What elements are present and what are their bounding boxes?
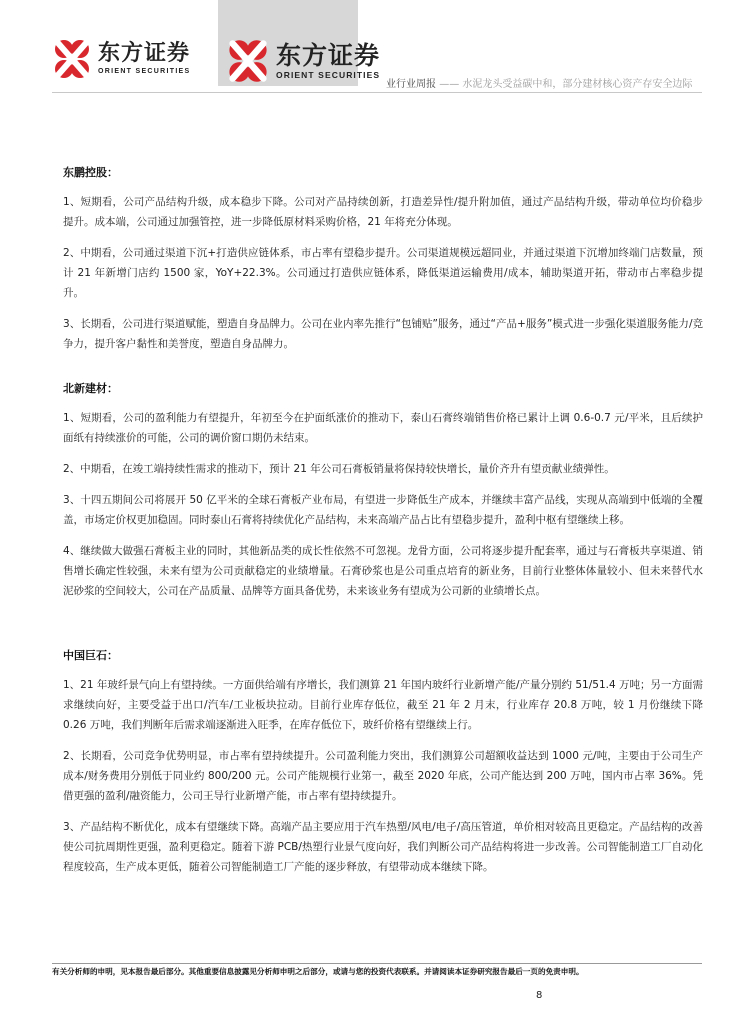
logo-mark-icon [52, 38, 92, 80]
header-divider [52, 92, 702, 93]
paragraph: 3、产品结构不断优化，成本有望继续下降。高端产品主要应用于汽车热塑/风电/电子/高压管道，单价相对较高且更稳定。产品结构的改善使公司抗周期性更强，盈利更稳定。随着下游 PCB/热塑行业景气度向好，我们判断公司产品结构将进一步改善。公司智能制造工厂自动化程度较高，生产成本更低，随着公司智能制造工厂产能的逐步释放，有望带动成本继续下降。 [63, 821, 703, 873]
logo-text-en: ORIENT SECURITIES [98, 68, 191, 75]
footer-divider [52, 963, 702, 964]
paragraph: 2、长期看，公司竞争优势明显，市占率有望持续提升。公司盈利能力突出，我们测算公司超额收益达到 1000 元/吨，主要由于公司生产成本/财务费用分别低于同业约 800/200 元。公司产能规模行业第一，截至 2020 年底，公司产能达到 200 万吨，国内市占率 36%。凭借更强的盈利/融资能力，公司王导行业新增产能，市占率有望持续提升。 [63, 750, 703, 802]
section-title: 东鹏控股： [63, 166, 118, 179]
paragraph: 1、短期看，公司产品结构升级，成本稳步下降。公司对产品持续创新，打造差异性/提升附加值，通过产品结构升级，带动单位均价稳步提升。成本端，公司通过加强管控，进一步降低原材料采购价格，21 年将充分体现。 [63, 196, 703, 228]
section-title: 中国巨石： [63, 649, 118, 662]
page-number: 8 [536, 990, 543, 1001]
section-title: 北新建材： [63, 382, 118, 395]
logo-text-cn: 东方证券 [98, 41, 191, 66]
paragraph: 4、继续做大做强石膏板主业的同时，其他新品类的成长性依然不可忽视。龙骨方面，公司将逐步提升配套率，通过与石膏板共享渠道、销售增长确定性较强，未来有望为公司贡献稳定的业绩增量。石膏砂浆也是公司重点培育的新业务，目前行业整体体量较小、但未来替代水泥砂浆的空间较大，公司在产品质量、品牌等方面具备优势，未来该业务有望成为公司新的业绩增长点。 [63, 545, 703, 597]
section-dongpeng [63, 164, 703, 354]
report-header-title [386, 75, 692, 90]
paragraph: 1、21 年玻纤景气向上有望持续。一方面供给端有序增长，我们测算 21 年国内玻纤行业新增产能/产量分别约 51/51.4 万吨；另一方面需求继续向好，主要受益于出口/汽车/工业板块拉动。目前行业库存低位，截至 21 年 2 月末，行业库存 20.8 万吨，较 1 月份继续下降 0.26 万吨，我们判断年后需求端逐渐进入旺季，在库存低位下，玻纤价格有望继续上行。 [63, 679, 703, 731]
section-jushi [63, 647, 703, 877]
paragraph: 1、短期看，公司的盈利能力有望提升，年初至今在护面纸涨价的推动下，泰山石膏终端销售价格已累计上调 0.6-0.7 元/平米，且后续护面纸有持续涨价的可能，公司的调价窗口期仍未结束。 [63, 412, 703, 444]
logo-text-cn: 东方证券 [276, 40, 381, 70]
report-subtitle: —— 水泥龙头受益碳中和，部分建材核心资产存安全边际 [439, 79, 693, 90]
section-beixin [63, 380, 703, 601]
logo-mark-icon [226, 38, 270, 84]
paragraph: 2、中期看，在竣工端持续性需求的推动下，预计 21 年公司石膏板销量将保持较快增长，量价齐升有望贡献业绩弹性。 [63, 463, 615, 475]
company-logo [52, 38, 191, 80]
footer-disclaimer: 有关分析师的申明，见本报告最后部分。其他重要信息披露见分析师申明之后部分，或请与您的投资代表联系。并请阅读本证券研究报告最后一页的免责申明。 [52, 967, 584, 976]
logo-text-en: ORIENT SECURITIES [276, 69, 381, 80]
company-logo-large [226, 38, 380, 84]
paragraph: 2、中期看，公司通过渠道下沉+打造供应链体系，市占率有望稳步提升。公司渠道规模远超同业，并通过渠道下沉增加终端门店数量，预计 21 年新增门店约 1500 家，YoY+22.3%。公司通过打造供应链体系，降低渠道运输费用/成本，辅助渠道开拓，带动市占率稳步提升。 [63, 247, 703, 299]
paragraph: 3、长期看，公司进行渠道赋能，塑造自身品牌力。公司在业内率先推行“包铺贴”服务，通过“产品+服务”模式进一步强化渠道服务能力/竞争力，提升客户黏性和美誉度，塑造自身品牌力。 [63, 318, 703, 350]
report-type: 业行业周报 [386, 79, 436, 90]
paragraph: 3、十四五期间公司将展开 50 亿平米的全球石膏板产业布局，有望进一步降低生产成本，并继续丰富产品线，实现从高端到中低端的全覆盖，市场定价权更加稳固。同时泰山石膏将持续优化产品结构，未来高端产品占比有望稳步提升，盈利中枢有望继续上移。 [63, 494, 703, 526]
